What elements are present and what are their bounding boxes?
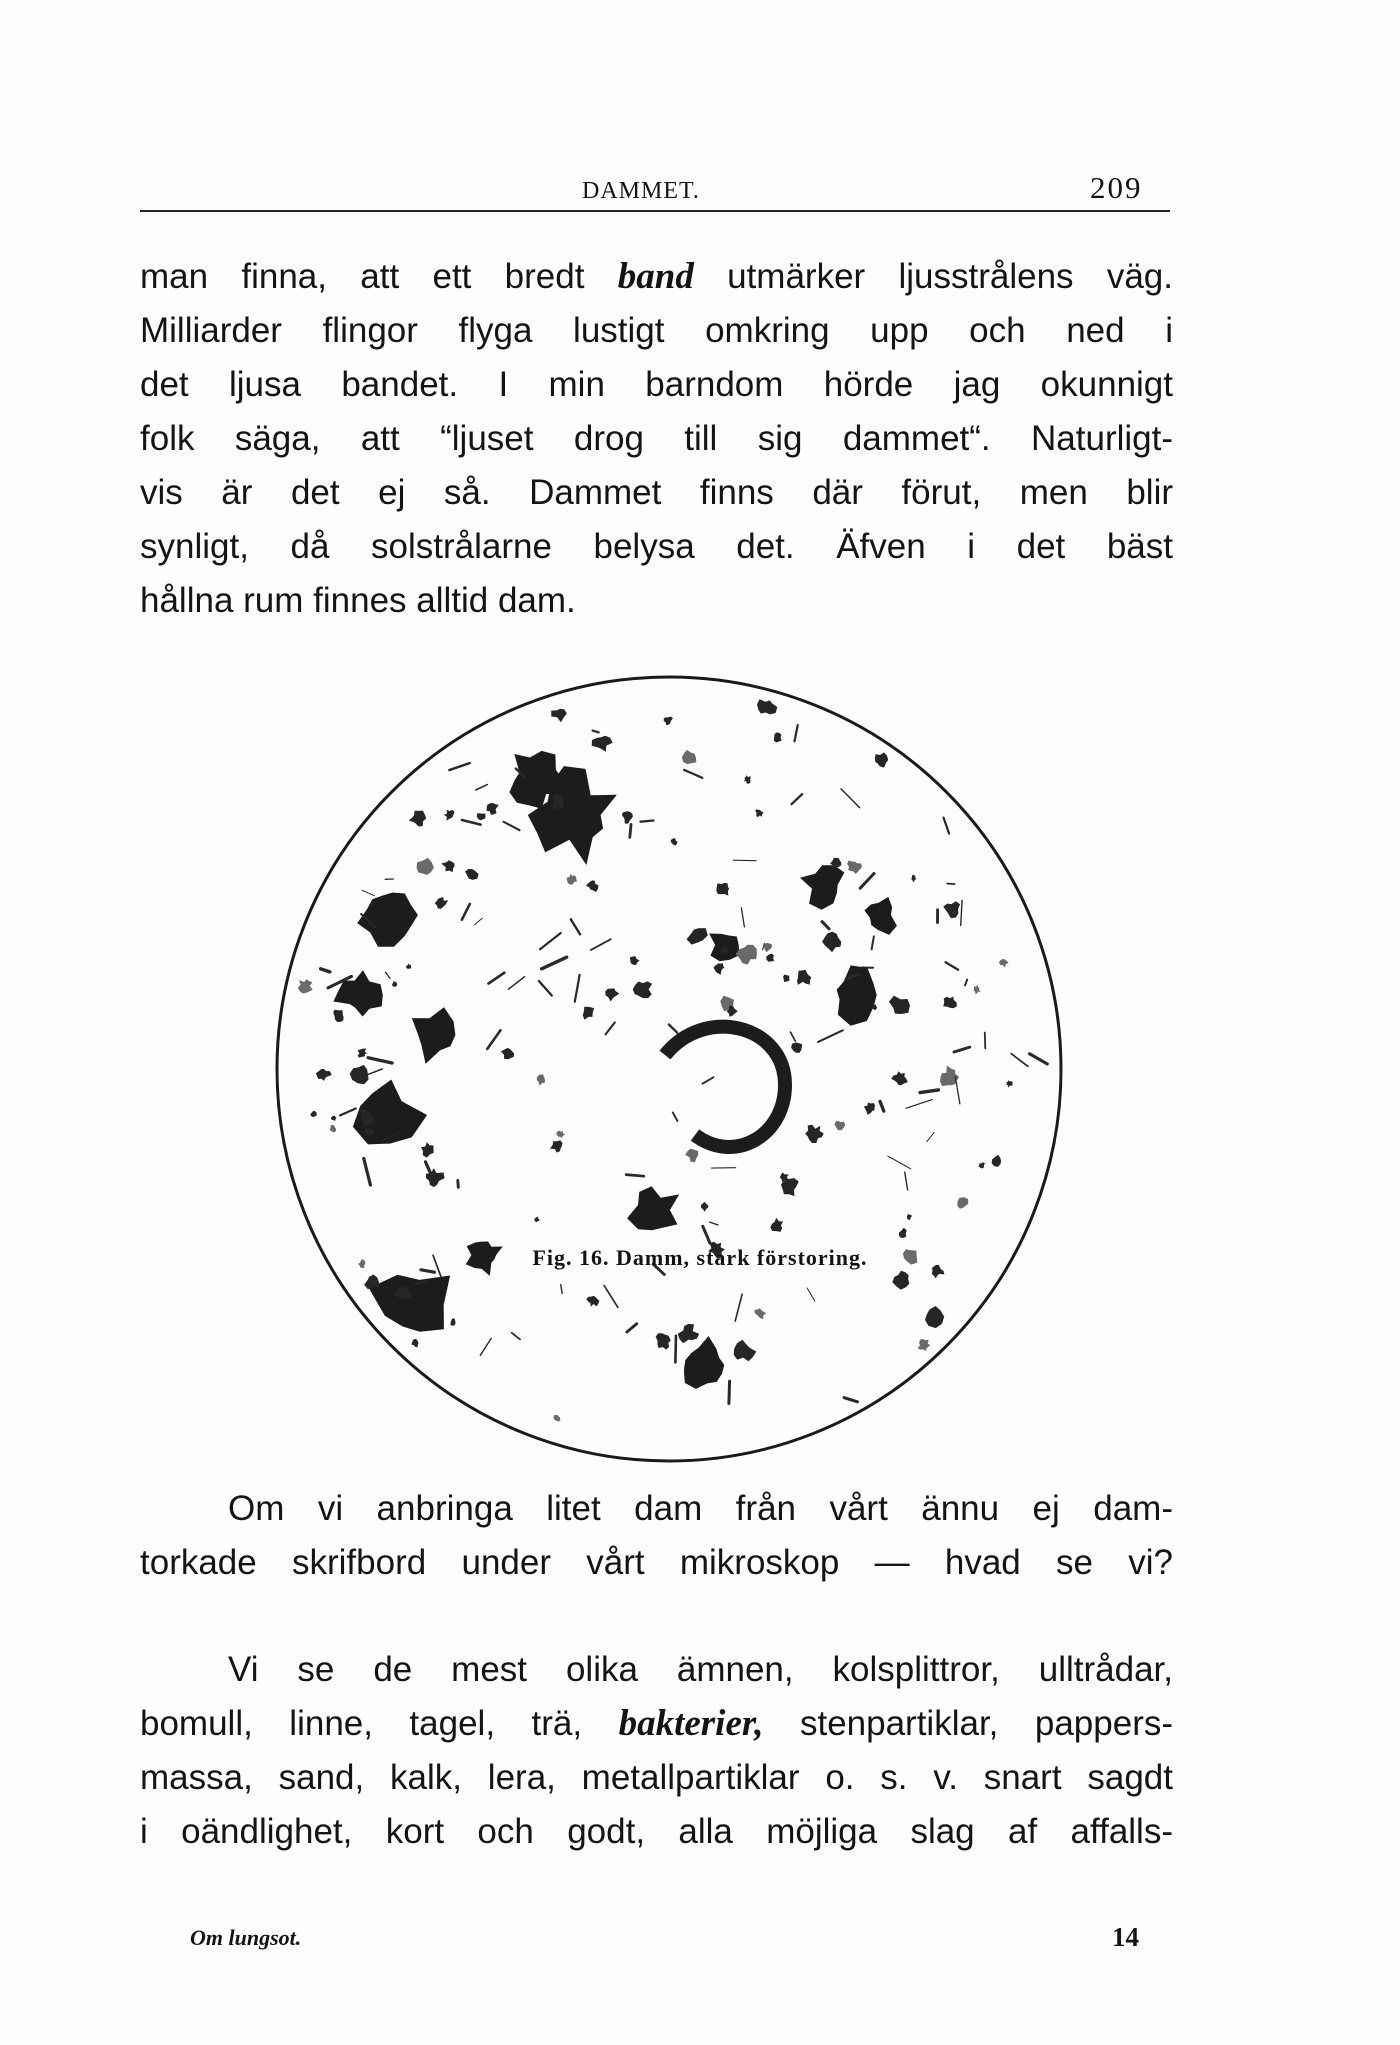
text-line: i oändlighet, kort och godt, alla möjliga slag af affalls- (140, 1812, 1173, 1851)
text-line: Om vi anbringa litet dam från vårt ännu ej dam- (228, 1489, 1173, 1528)
footer-signature: 14 (1112, 1922, 1139, 1952)
emphasis: bakterier, (618, 1703, 764, 1744)
dust-fiber (630, 824, 631, 837)
running-head (0, 168, 1400, 208)
dust-fiber (947, 884, 954, 885)
dust-particle (774, 733, 782, 743)
dust-particle (552, 794, 564, 809)
emphasis: band (617, 256, 694, 297)
microscope-dust-illustration (265, 665, 1073, 1473)
dust-fiber (675, 1336, 676, 1363)
paragraph-1 (140, 250, 1173, 628)
dust-fiber (458, 1180, 459, 1187)
text-line: Vi se de mest olika ämnen, kolsplittror, ulltrådar, (228, 1650, 1173, 1689)
dust-fiber (729, 1381, 730, 1403)
figure-caption: Fig. 16. Damm, stark förstoring. (532, 1245, 868, 1270)
dust-fiber (641, 821, 654, 822)
running-head-title: DAMMET. (582, 178, 700, 204)
paragraph-3 (140, 1643, 1173, 1859)
text-line: torkade skrifbord under vårt mikroskop — hvad se vi? (140, 1543, 1173, 1582)
text-line: hållna rum finnes alltid dam. (140, 581, 576, 620)
footer-book-title: Om lungsot. (190, 1925, 302, 1950)
text-line: vis är det ej så. Dammet finns där förut, men blir (140, 473, 1173, 512)
dust-fiber (985, 1032, 986, 1048)
dust-fiber (626, 1175, 644, 1177)
text-line: folk säga, att “ljuset drog till sig dammet“. Naturligt- (140, 419, 1173, 458)
text-line: Milliarder flingor flyga lustigt omkring upp och ned i (140, 311, 1173, 350)
header-rule (140, 210, 1170, 212)
page-number: 209 (1090, 170, 1143, 205)
paragraph-2 (140, 1482, 1173, 1590)
text-line: synligt, då solstrålarne belysa det. Äfven i det bäst (140, 527, 1173, 566)
text-line: massa, sand, kalk, lera, metallpartiklar o. s. v. snart sagdt (140, 1758, 1173, 1797)
dust-particle (716, 883, 729, 896)
text-line: det ljusa bandet. I min barndom hörde jag okunnigt (140, 365, 1173, 404)
text-line: bomull, linne, tagel, trä, bakterier, stenpartiklar, pappers- (140, 1703, 1174, 1744)
text-line: man finna, att ett bredt band utmärker ljusstrålens väg. (140, 256, 1173, 297)
dust-particle (783, 975, 789, 983)
